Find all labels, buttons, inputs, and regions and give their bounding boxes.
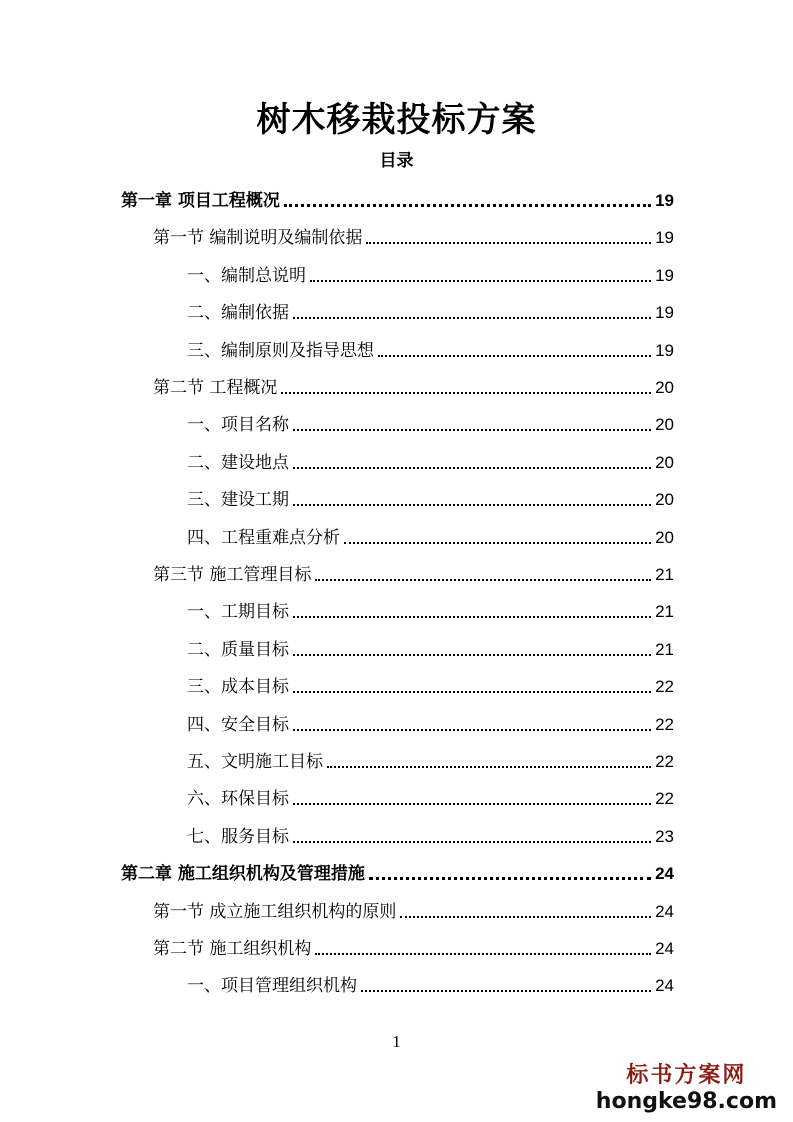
toc-leader-dots: [281, 392, 651, 394]
document-title: 树木移栽投标方案: [256, 100, 537, 140]
toc-leader-dots: [284, 204, 651, 207]
toc-entry[interactable]: [187, 438, 674, 475]
toc-entry[interactable]: [187, 700, 674, 737]
toc-entry-page: 24: [655, 976, 674, 996]
toc-entry[interactable]: [121, 849, 674, 886]
toc-leader-dots: [293, 841, 651, 843]
toc-leader-dots: [293, 616, 651, 618]
toc-entry-page: 24: [655, 901, 674, 921]
toc-entry-label: 第二节 施工组织机构: [153, 939, 312, 959]
toc-entry-page: 22: [655, 752, 674, 771]
toc-entry-page: 20: [655, 452, 674, 472]
toc-leader-dots: [293, 729, 651, 731]
page-number: 1: [392, 1032, 401, 1051]
toc-leader-dots: [293, 504, 651, 506]
toc-entry[interactable]: [187, 400, 674, 437]
toc-leader-dots: [315, 579, 651, 581]
toc-entry[interactable]: [153, 213, 674, 250]
toc-entry-label: 第一节 编制说明及编制依据: [153, 228, 363, 249]
toc-entry-label: 第二节 工程概况: [153, 378, 278, 398]
toc-leader-dots: [293, 691, 651, 693]
toc-entry[interactable]: [121, 176, 674, 213]
toc-entry-page: 19: [655, 340, 674, 360]
toc-entry-label: 二、建设地点: [187, 452, 289, 473]
toc-entry-page: 21: [655, 565, 674, 584]
toc-leader-dots: [400, 916, 651, 918]
toc-entry[interactable]: [187, 288, 674, 325]
toc-entry-label: 三、编制原则及指导思想: [187, 340, 374, 361]
watermark-name: 标书方案网: [626, 1062, 747, 1088]
toc-entry[interactable]: [187, 251, 674, 288]
toc-entry[interactable]: [187, 326, 674, 363]
toc-leader-dots: [366, 242, 651, 244]
toc-entry-label: 第二章 施工组织机构及管理措施: [121, 864, 365, 885]
toc-heading: 目录: [379, 151, 414, 171]
toc-entry[interactable]: [187, 662, 674, 699]
toc-entry-page: 20: [655, 415, 674, 435]
toc-entry-page: 19: [655, 265, 674, 285]
watermark: [596, 1058, 777, 1114]
toc-entry-label: 一、项目管理组织机构: [187, 976, 357, 997]
toc-leader-dots: [369, 877, 651, 880]
toc-entry[interactable]: [153, 887, 674, 924]
toc-leader-dots: [361, 990, 651, 992]
toc-leader-dots: [327, 766, 651, 768]
toc-entry-label: 二、编制依据: [187, 303, 289, 324]
toc-entry[interactable]: [187, 625, 674, 662]
toc-leader-dots: [293, 467, 651, 469]
toc-entry-page: 19: [655, 303, 674, 323]
toc-entry-page: 24: [655, 864, 674, 884]
toc-entry-page: 23: [655, 826, 674, 846]
toc-entry[interactable]: [187, 961, 674, 998]
toc-entry[interactable]: [187, 812, 674, 849]
toc-entry-label: 一、项目名称: [187, 415, 289, 436]
toc-entry-page: 24: [655, 939, 674, 958]
toc-leader-dots: [293, 654, 651, 656]
toc-entry[interactable]: [187, 587, 674, 624]
toc-leader-dots: [293, 803, 651, 805]
toc-entry-label: 三、成本目标: [187, 677, 289, 698]
toc-entry-label: 四、安全目标: [187, 714, 289, 735]
toc-entry-label: 第三节 施工管理目标: [153, 565, 312, 585]
toc-leader-dots: [315, 953, 651, 955]
toc-entry[interactable]: [187, 475, 674, 512]
toc-entry-label: 四、工程重难点分析: [187, 527, 340, 548]
toc-entry[interactable]: [187, 737, 674, 774]
toc-entry-page: 22: [655, 789, 674, 809]
toc-entry-label: 一、工期目标: [187, 602, 289, 623]
toc-entry-page: 22: [655, 677, 674, 697]
toc-entry-label: 一、编制总说明: [187, 265, 306, 286]
toc-leader-dots: [378, 355, 651, 357]
toc-entry-label: 第一章 项目工程概况: [121, 191, 280, 211]
toc-entry-page: 21: [655, 602, 674, 622]
toc-leader-dots: [293, 317, 651, 319]
toc-entry-page: 22: [655, 714, 674, 734]
toc-entry-label: 第一节 成立施工组织机构的原则: [153, 901, 397, 922]
toc-entry[interactable]: [153, 363, 674, 400]
toc-entry[interactable]: [153, 550, 674, 587]
toc-entry-label: 五、文明施工目标: [187, 752, 323, 772]
toc-entry-label: 二、质量目标: [187, 639, 289, 660]
toc-entry[interactable]: [187, 774, 674, 811]
toc-entry-page: 19: [655, 228, 674, 248]
toc-leader-dots: [310, 280, 651, 282]
toc-entry-label: 三、建设工期: [187, 490, 289, 511]
toc-entry-page: 20: [655, 490, 674, 510]
toc-leader-dots: [293, 429, 651, 431]
toc-entry-label: 七、服务目标: [187, 826, 289, 847]
toc-leader-dots: [344, 542, 651, 544]
toc-entry-page: 19: [655, 191, 674, 210]
toc-entry[interactable]: [153, 924, 674, 961]
watermark-url: hongke98.com: [595, 1089, 777, 1114]
toc-entry-page: 20: [655, 378, 674, 397]
toc-entry-page: 20: [655, 527, 674, 547]
toc-entry-label: 六、环保目标: [187, 789, 289, 810]
toc-entry[interactable]: [187, 513, 674, 550]
toc-entry-page: 21: [655, 639, 674, 659]
